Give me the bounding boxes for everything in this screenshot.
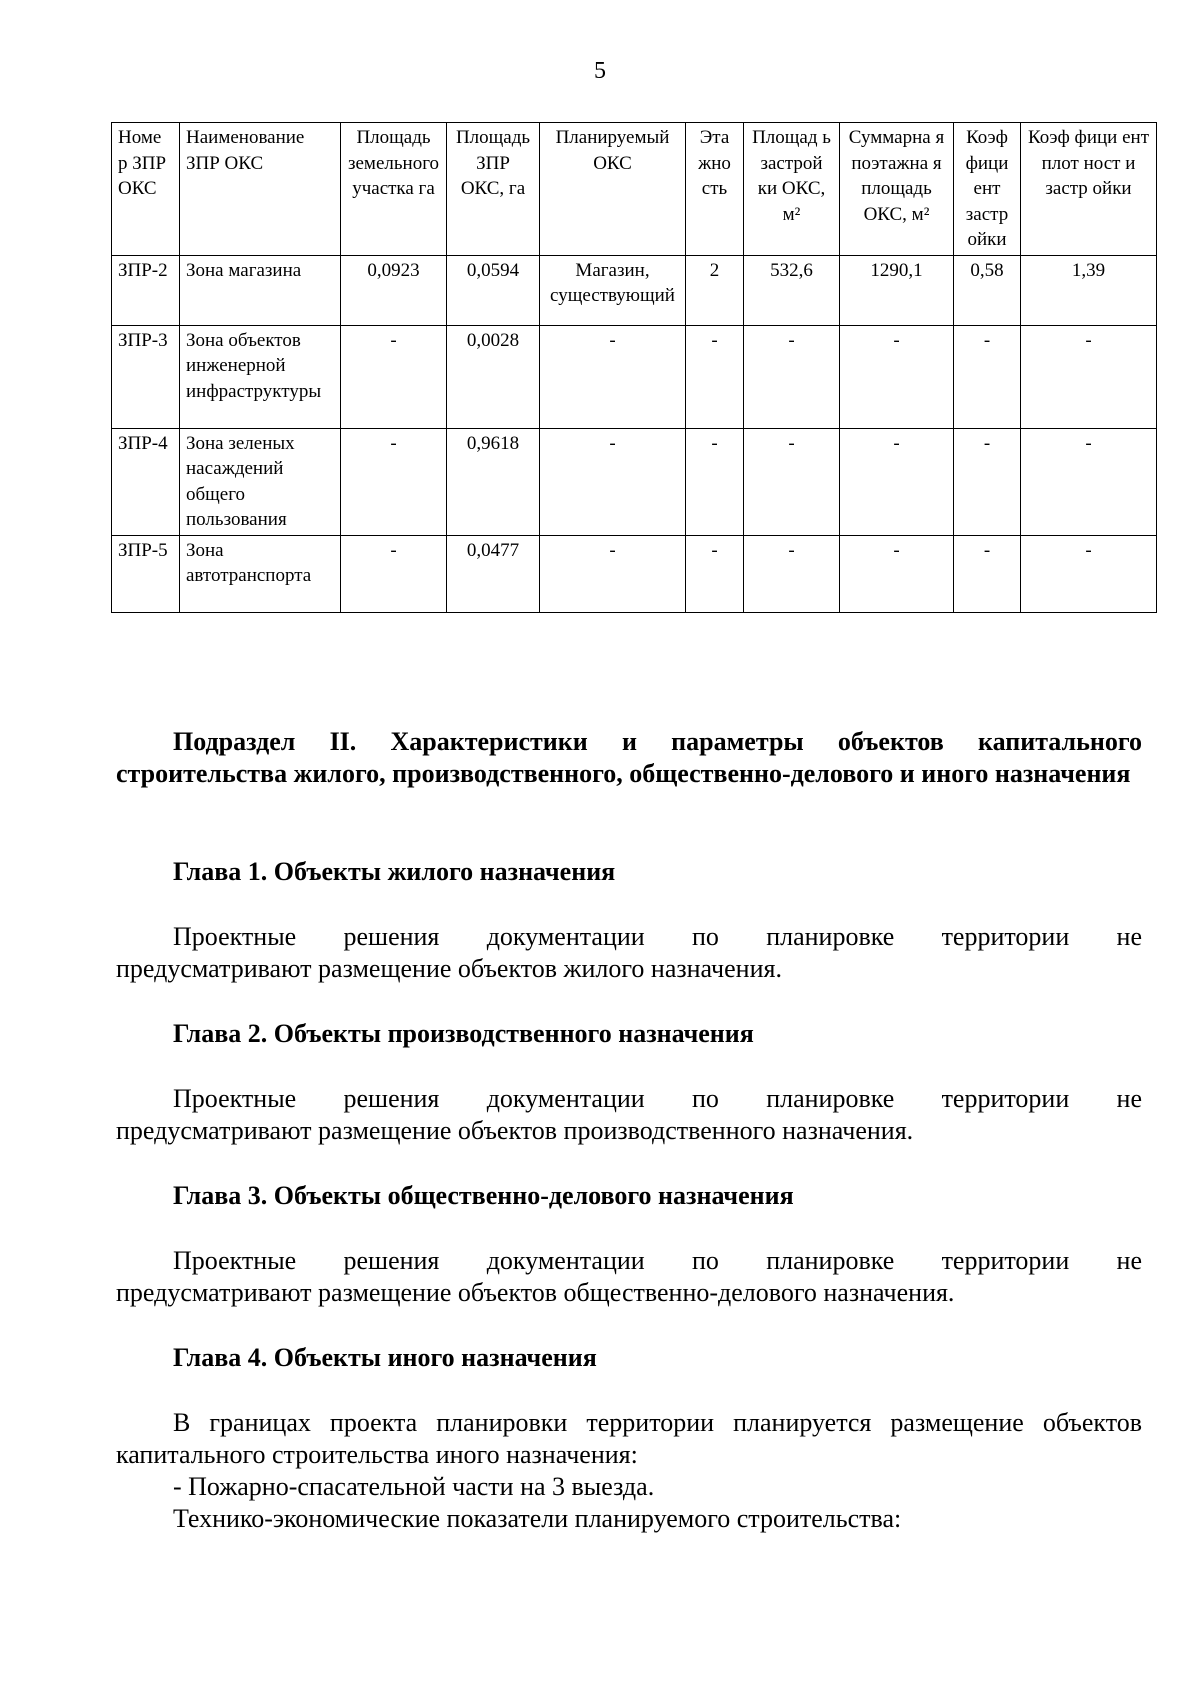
table-cell: - <box>744 535 840 612</box>
table-cell: - <box>954 325 1021 428</box>
table-cell: 0,58 <box>954 255 1021 325</box>
table-cell: - <box>1021 535 1157 612</box>
chapter-title: Глава 2. Объекты производственного назначения <box>173 1019 754 1048</box>
table-cell: - <box>540 325 686 428</box>
table-row <box>112 428 1157 535</box>
list-item: - Пожарно-спасательной части на 3 выезда. <box>173 1472 655 1501</box>
table-cell: - <box>840 535 954 612</box>
table-cell: - <box>540 535 686 612</box>
paragraph-line: капитального строительства иного назначения: <box>116 1440 638 1469</box>
paragraph-line: Технико-экономические показатели планируемого строительства: <box>173 1504 902 1533</box>
paragraph-line: Проектные решения документации по планировке территории не <box>173 1246 1142 1275</box>
table-cell: - <box>744 428 840 535</box>
table-cell: 1290,1 <box>840 255 954 325</box>
table-cell: - <box>686 325 744 428</box>
table-cell: - <box>840 428 954 535</box>
table-cell: - <box>341 428 447 535</box>
table-cell: Зона зеленых насаждений общего пользования <box>180 428 341 535</box>
table-cell: 1,39 <box>1021 255 1157 325</box>
table-cell: - <box>954 428 1021 535</box>
table-header-row <box>112 123 1157 256</box>
chapter-paragraph <box>116 1407 1142 1535</box>
table-cell: Магазин, существующий <box>540 255 686 325</box>
table-cell: - <box>1021 428 1157 535</box>
header-cell: Площадь земельного участка га <box>341 123 447 256</box>
table-cell: 0,0477 <box>447 535 540 612</box>
header-cell: Планируемый ОКС <box>540 123 686 256</box>
table-cell: 0,0594 <box>447 255 540 325</box>
chapter-paragraph <box>116 921 1142 985</box>
table-cell: 0,9618 <box>447 428 540 535</box>
table-row <box>112 325 1157 428</box>
table-cell: - <box>341 535 447 612</box>
table-cell: - <box>840 325 954 428</box>
table-cell: - <box>540 428 686 535</box>
table-cell: 0,0028 <box>447 325 540 428</box>
paragraph-line: предусматривают размещение объектов жилого назначения. <box>116 954 782 983</box>
paragraph-line: Проектные решения документации по планировке территории не <box>173 1084 1142 1113</box>
table-cell: 532,6 <box>744 255 840 325</box>
paragraph-line: предусматривают размещение объектов общественно-делового назначения. <box>116 1278 955 1307</box>
table-cell: ЗПР-2 <box>112 255 180 325</box>
table-cell: Зона объектов инженерной инфраструктуры <box>180 325 341 428</box>
table-cell: 2 <box>686 255 744 325</box>
chapter-paragraph <box>116 1245 1142 1309</box>
header-cell: Коэф фици ент застр ойки <box>954 123 1021 256</box>
page-number: 5 <box>594 58 606 84</box>
table-cell: ЗПР-4 <box>112 428 180 535</box>
table-row <box>112 535 1157 612</box>
table-cell: - <box>954 535 1021 612</box>
table-cell: - <box>686 428 744 535</box>
table-cell: ЗПР-5 <box>112 535 180 612</box>
subsection-title: Подраздел II. Характеристики и параметры объектов капитального строительства жилого, производственного, общественно-делового и иного назначения <box>116 727 1142 788</box>
table-cell: - <box>1021 325 1157 428</box>
paragraph-line: предусматривают размещение объектов производственного назначения. <box>116 1116 914 1145</box>
header-cell: Номе р ЗПР ОКС <box>112 123 180 256</box>
zone-table <box>111 122 1157 613</box>
header-cell: Коэф фици ент плот ност и застр ойки <box>1021 123 1157 256</box>
chapter-title: Глава 1. Объекты жилого назначения <box>173 857 616 886</box>
chapter-title: Глава 3. Объекты общественно-делового назначения <box>173 1181 794 1210</box>
table-cell: Зона магазина <box>180 255 341 325</box>
table-cell: - <box>744 325 840 428</box>
chapter-paragraph <box>116 1083 1142 1147</box>
header-cell: Площад ь застрой ки ОКС, м² <box>744 123 840 256</box>
chapter-title: Глава 4. Объекты иного назначения <box>173 1343 597 1372</box>
table-cell: 0,0923 <box>341 255 447 325</box>
table-cell: ЗПР-3 <box>112 325 180 428</box>
header-cell: Суммарна я поэтажна я площадь ОКС, м² <box>840 123 954 256</box>
paragraph-line: В границах проекта планировки территории планируется размещение объектов <box>173 1408 1142 1437</box>
header-cell: Эта жно сть <box>686 123 744 256</box>
header-cell: Площадь ЗПР ОКС, га <box>447 123 540 256</box>
table-cell: Зона автотранспорта <box>180 535 341 612</box>
paragraph-line: Проектные решения документации по планировке территории не <box>173 922 1142 951</box>
table-cell: - <box>341 325 447 428</box>
header-cell: Наименование ЗПР ОКС <box>180 123 341 256</box>
table-cell: - <box>686 535 744 612</box>
table-row <box>112 255 1157 325</box>
